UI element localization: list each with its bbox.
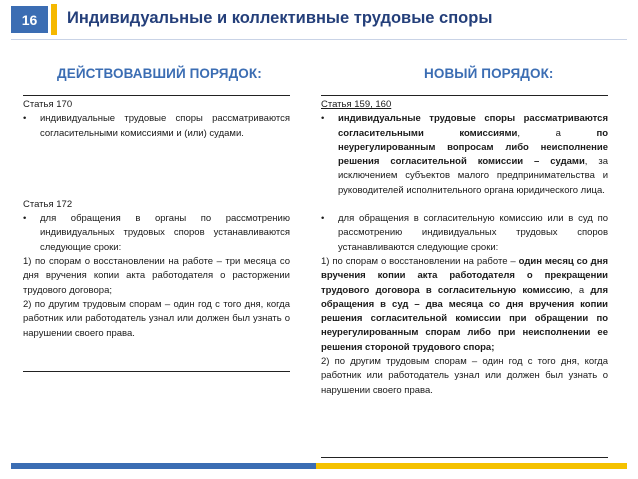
left-bottom-rule [23,371,290,372]
left-bullet-2-text: для обращения в органы по рассмотрению индивидуальных трудовых споров устанавливаются следующие сроки: [40,213,290,253]
right-item-1 [321,255,608,355]
footer-bar [0,463,638,469]
right-bullet-1-bold-a: индивидуальные трудовые споры рассматриваются согласительными комиссиями [338,113,608,139]
footer-bar-yellow [316,463,627,469]
left-article-172: Статья 172 [23,198,73,210]
right-bullet-1 [321,112,608,198]
spacer [23,141,290,198]
bullet-dot: • [23,213,27,225]
bullet-dot: • [23,113,27,125]
left-item-2: 2) по другим трудовым спорам – один год с того дня, когда работник или работодатель узнал или должен был узнать о нарушении своего права. [23,298,290,339]
left-item-1: 1) по спорам о восстановлении на работе – три месяца со дня вручения копии акта работодателя о расторжении трудового договора; [23,256,290,296]
spacer [321,198,608,212]
left-column [23,98,290,341]
right-bottom-rule [321,457,608,458]
right-item-1-text-b: , а [570,284,591,296]
left-bullet-1-text: индивидуальные трудовые споры рассматриваются согласительными комиссиями и (или) судами. [40,113,290,139]
left-article-170: Статья 170 [23,99,73,110]
left-bullet-2 [23,212,290,255]
right-bullet-1-bold-b: по неурегулированным вопросам либо неисполнение решения согласительной комиссии – судами [338,127,608,168]
footer-bar-blue [11,463,316,469]
slide-title: Индивидуальные и коллективные трудовые споры [67,9,493,27]
right-article-159-160: Статья 159, 160 [321,99,392,110]
right-bullet-2 [321,212,608,255]
bullet-dot: • [321,213,325,225]
title-divider [11,39,627,40]
right-bullet-2-text: для обращения в согласительную комиссию или в суд по рассмотрению индивидуальных трудовых споров устанавливаются следующие сроки: [338,213,608,253]
right-column-heading: НОВЫЙ ПОРЯДОК: [424,66,554,81]
left-bullet-1 [23,112,290,141]
left-top-rule [23,95,290,96]
left-column-heading: ДЕЙСТВОВАВШИЙ ПОРЯДОК: [57,66,262,81]
accent-bar [51,4,57,35]
right-top-rule [321,95,608,96]
right-bullet-1-text-b: , за исключением субъектов малого предпринимательства и руководителей исполнительного органа юридического лица. [338,156,609,196]
right-column [321,98,608,398]
slide-number-badge: 16 [11,6,48,33]
right-item-1-text-a: 1) по спорам о восстановлении на работе – [321,255,519,267]
right-item-1-bold-b: для обращения в суд – два месяца со дня вручения копии решения согласительной комиссии при обращении по неурегулированным спорам либо при неисполнении ее решения стороной трудового спора; [321,284,608,353]
right-bullet-1-text-a: , а [517,127,597,139]
bullet-dot: • [321,113,325,125]
right-item-2: 2) по другим трудовым спорам – один год с того дня, когда работник или работодатель узнал или должен был узнать о нарушении своего права. [321,356,608,396]
slide-header [0,0,638,40]
right-item-1-bold-a: один месяц со дня вручения копии акта работодателя о прекращении трудового договора в согласительную комиссию [321,255,608,296]
